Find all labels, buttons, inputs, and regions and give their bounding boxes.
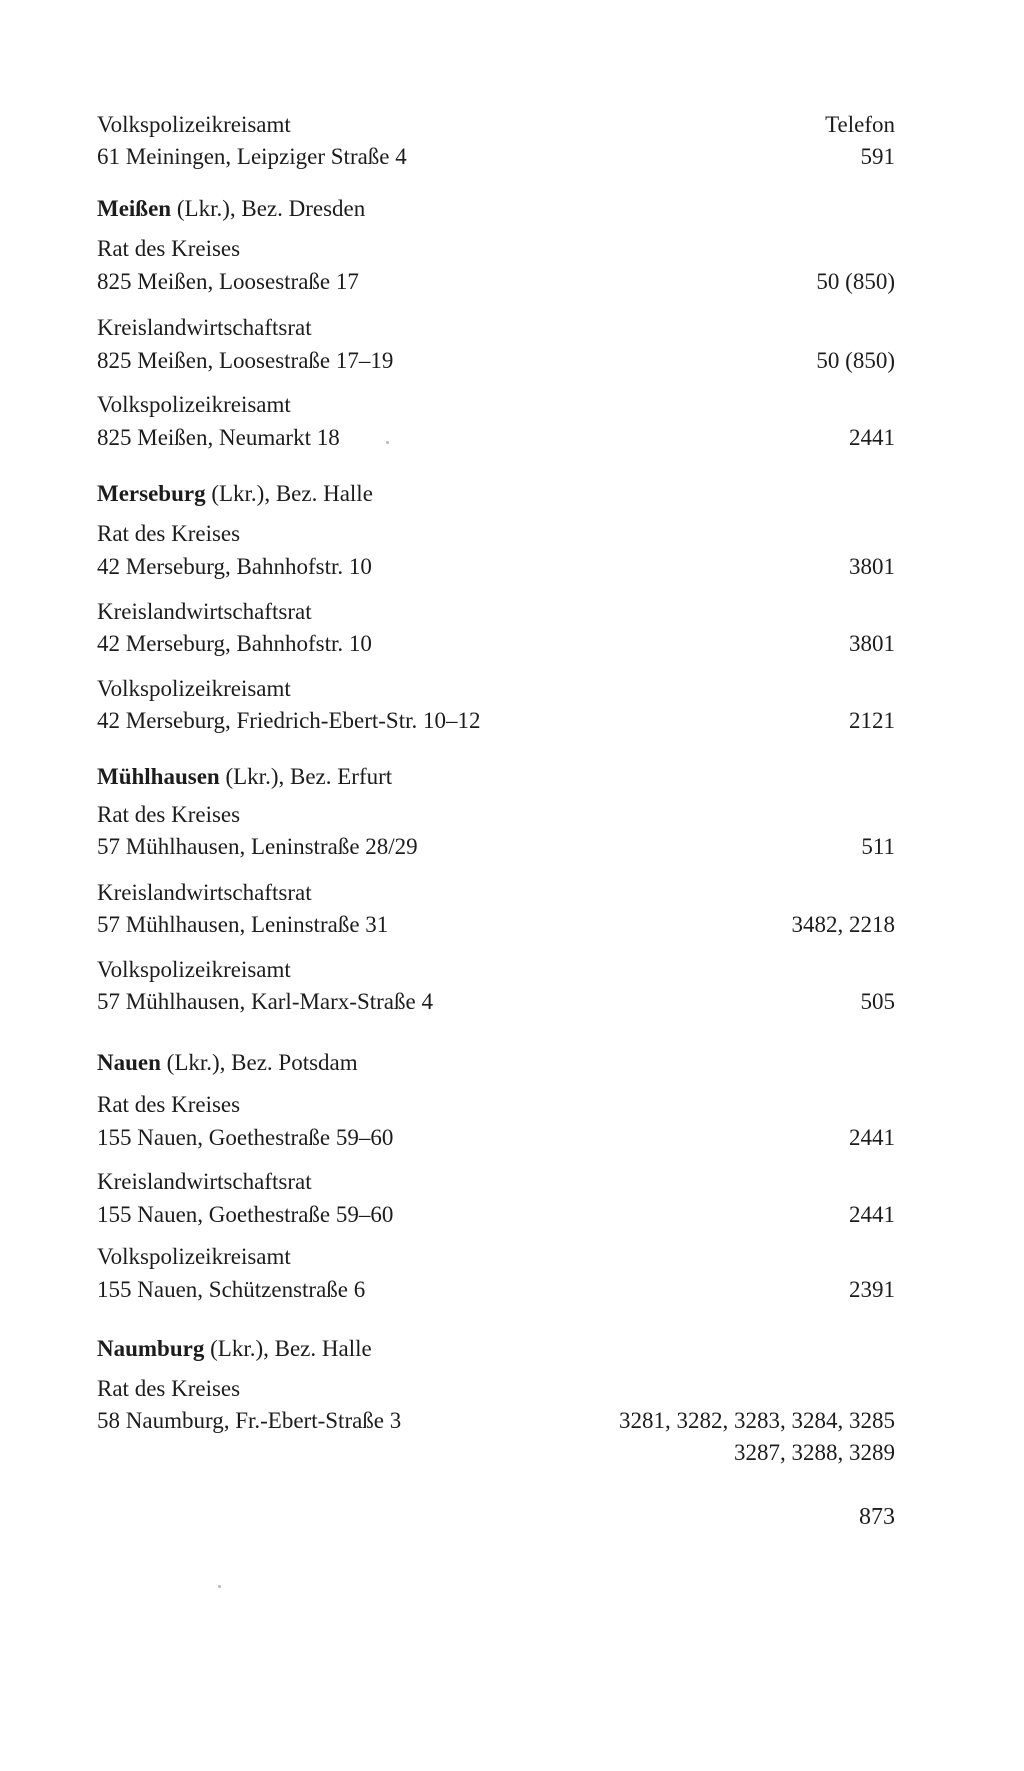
office-row xyxy=(97,517,895,551)
scan-speck xyxy=(386,441,389,444)
office-name: Rat des Kreises xyxy=(97,1376,241,1401)
office-address: 58 Naumburg, Fr.-Ebert-Straße 3 xyxy=(97,1408,402,1433)
address-row xyxy=(97,908,895,942)
office-phone: 2441 xyxy=(849,1202,895,1227)
office-name: Kreislandwirtschaftsrat xyxy=(97,599,312,624)
district-heading xyxy=(97,1046,895,1080)
office-address: 155 Nauen, Schützenstraße 6 xyxy=(97,1277,366,1302)
office-name: Rat des Kreises xyxy=(97,236,241,261)
office-address: 42 Merseburg, Bahnhofstr. 10 xyxy=(97,554,372,579)
office-row xyxy=(97,1372,895,1406)
office-row xyxy=(97,953,895,987)
office-phone: 3482, 2218 xyxy=(791,912,895,937)
office-name: Volkspolizeikreisamt xyxy=(97,1244,291,1269)
address-row xyxy=(97,344,895,378)
office-address: 57 Mühlhausen, Karl-Marx-Straße 4 xyxy=(97,989,433,1014)
district-heading xyxy=(97,760,895,794)
office-name: Rat des Kreises xyxy=(97,1092,241,1117)
office-phone: 3281, 3282, 3283, 3284, 3285 xyxy=(619,1408,895,1433)
office-address: 825 Meißen, Loosestraße 17 xyxy=(97,269,359,294)
intro-phone: 591 xyxy=(860,144,895,169)
phone-column-label: Telefon xyxy=(825,112,895,137)
office-address: 155 Nauen, Goethestraße 59–60 xyxy=(97,1202,394,1227)
office-name: Kreislandwirtschaftsrat xyxy=(97,315,312,340)
address-row xyxy=(97,704,895,738)
office-row xyxy=(97,876,895,910)
intro-address: 61 Meiningen, Leipziger Straße 4 xyxy=(97,144,407,169)
district-suffix: (Lkr.), Bez. Erfurt xyxy=(225,764,393,789)
address-row xyxy=(97,1273,895,1307)
office-address: 155 Nauen, Goethestraße 59–60 xyxy=(97,1125,394,1150)
office-name: Volkspolizeikreisamt xyxy=(97,957,291,982)
address-row xyxy=(97,265,895,299)
district-suffix: (Lkr.), Bez. Dresden xyxy=(176,196,366,221)
address-row xyxy=(97,985,895,1019)
district-name: Mühlhausen xyxy=(97,764,220,789)
office-row xyxy=(97,232,895,266)
office-row xyxy=(97,672,895,706)
page-number: 873 xyxy=(859,1504,895,1530)
address-row xyxy=(97,1121,895,1155)
office-address: 42 Merseburg, Friedrich-Ebert-Str. 10–12 xyxy=(97,708,481,733)
office-phone: 2121 xyxy=(849,708,895,733)
address-row xyxy=(97,421,895,455)
district-heading xyxy=(97,1332,895,1366)
office-phone: 2441 xyxy=(849,1125,895,1150)
address-row xyxy=(97,627,895,661)
district-name: Nauen xyxy=(97,1050,161,1075)
office-row xyxy=(97,595,895,629)
office-name: Rat des Kreises xyxy=(97,521,241,546)
office-row xyxy=(97,1240,895,1274)
district-name: Meißen xyxy=(97,196,172,221)
office-row xyxy=(97,311,895,345)
district-name: Merseburg xyxy=(97,481,206,506)
district-suffix: (Lkr.), Bez. Halle xyxy=(211,481,373,506)
phone-continuation-row xyxy=(97,1436,895,1470)
office-name: Rat des Kreises xyxy=(97,802,241,827)
office-address: 825 Meißen, Neumarkt 18 xyxy=(97,425,340,450)
office-row xyxy=(97,1088,895,1122)
office-phone: 3801 xyxy=(849,554,895,579)
office-phone: 2391 xyxy=(849,1277,895,1302)
office-phone: 50 (850) xyxy=(816,348,895,373)
office-phone: 50 (850) xyxy=(816,269,895,294)
district-heading xyxy=(97,477,895,511)
office-address: 57 Mühlhausen, Leninstraße 31 xyxy=(97,912,389,937)
intro-address-row xyxy=(97,140,895,174)
office-row xyxy=(97,1165,895,1199)
address-row xyxy=(97,1198,895,1232)
address-row xyxy=(97,550,895,584)
district-name: Naumburg xyxy=(97,1336,205,1361)
office-row xyxy=(97,798,895,832)
office-name: Kreislandwirtschaftsrat xyxy=(97,880,312,905)
office-phone-continued: 3287, 3288, 3289 xyxy=(734,1440,895,1465)
office-name: Volkspolizeikreisamt xyxy=(97,392,291,417)
office-phone: 3801 xyxy=(849,631,895,656)
address-row xyxy=(97,830,895,864)
intro-office-row xyxy=(97,108,895,142)
address-row xyxy=(97,1404,895,1438)
office-phone: 505 xyxy=(860,989,895,1014)
office-name: Volkspolizeikreisamt xyxy=(97,676,291,701)
office-name: Kreislandwirtschaftsrat xyxy=(97,1169,312,1194)
office-phone: 2441 xyxy=(849,425,895,450)
office-address: 825 Meißen, Loosestraße 17–19 xyxy=(97,348,394,373)
office-address: 42 Merseburg, Bahnhofstr. 10 xyxy=(97,631,372,656)
office-address: 57 Mühlhausen, Leninstraße 28/29 xyxy=(97,834,418,859)
office-phone: 511 xyxy=(861,834,895,859)
district-suffix: (Lkr.), Bez. Potsdam xyxy=(166,1050,358,1075)
district-suffix: (Lkr.), Bez. Halle xyxy=(210,1336,372,1361)
scan-speck xyxy=(218,1585,221,1588)
intro-office: Volkspolizeikreisamt xyxy=(97,112,291,137)
office-row xyxy=(97,388,895,422)
district-heading xyxy=(97,192,895,226)
